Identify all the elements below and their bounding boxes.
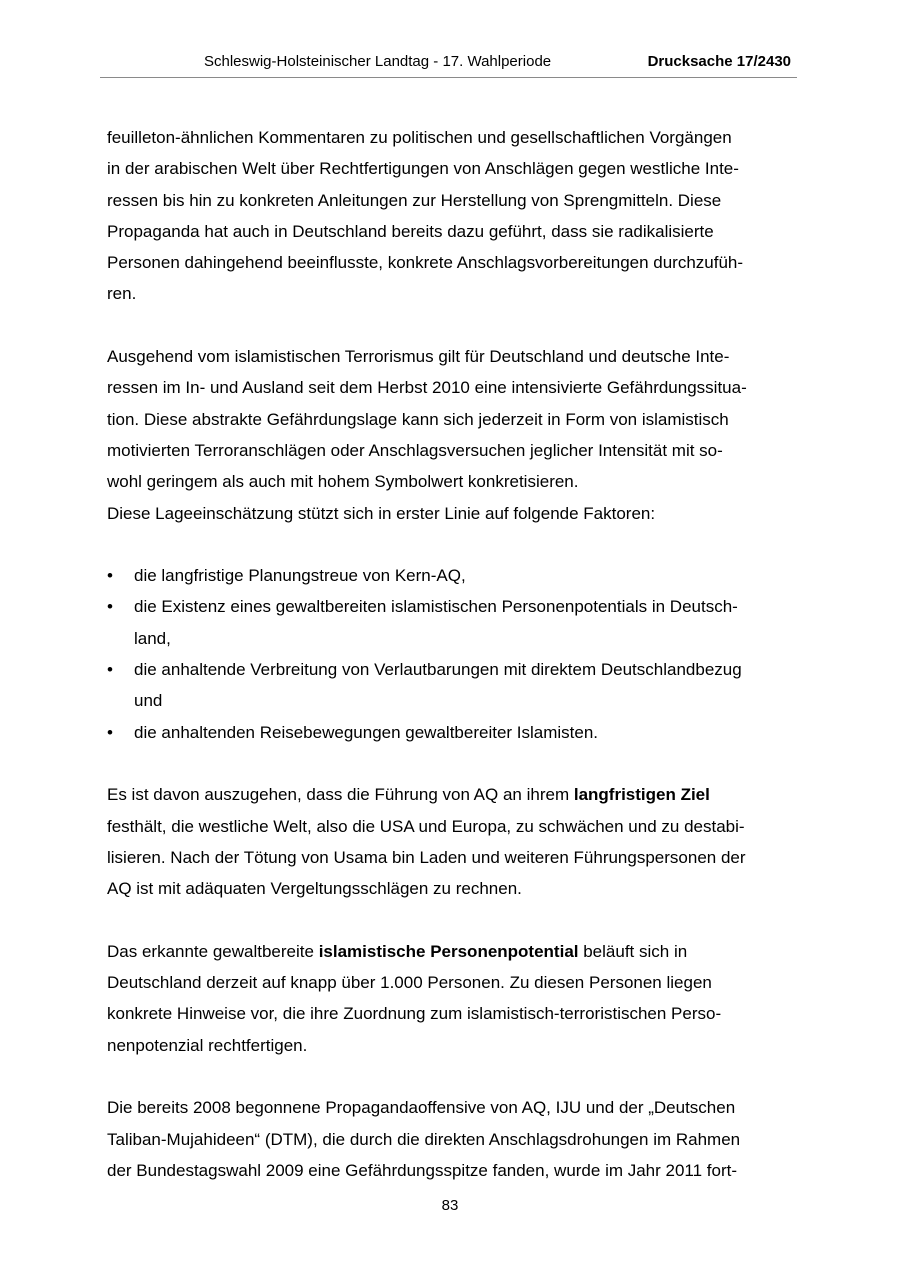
text-line: der Bundestagswahl 2009 eine Gefährdungsspitze fanden, wurde im Jahr 2011 fort-	[107, 1160, 738, 1180]
document-body	[107, 122, 791, 1186]
text-line: ressen im In- und Ausland seit dem Herbst 2010 eine intensivierte Gefährdungssitua-	[107, 378, 747, 398]
text-line: Propaganda hat auch in Deutschland bereits dazu geführt, dass sie radikalisierte	[107, 221, 714, 241]
list-item-text: und	[134, 691, 163, 711]
list-item-text: die Existenz eines gewaltbereiten islamistischen Personenpotentials in Deutsch-	[134, 597, 738, 617]
text-line: motivierten Terroranschlägen oder Anschlagsversuchen jeglicher Intensität mit so-	[107, 440, 723, 460]
paragraph-1	[107, 122, 791, 310]
text-line: lisieren. Nach der Tötung von Usama bin Laden und weiteren Führungspersonen der	[107, 847, 746, 867]
paragraph-4	[107, 936, 791, 1061]
list-item-text: die langfristige Planungstreue von Kern-AQ,	[134, 566, 466, 586]
text-line: wohl geringem als auch mit hohem Symbolwert konkretisieren.	[107, 472, 579, 492]
list-item	[107, 717, 791, 748]
list-item-text: die anhaltende Verbreitung von Verlautbarungen mit direktem Deutschlandbezug	[134, 660, 742, 680]
paragraph-2	[107, 341, 791, 529]
list-item-text: land,	[134, 628, 171, 648]
bullet-icon: •	[107, 566, 113, 586]
paragraph-3	[107, 779, 791, 904]
bold-phrase: islamistische Personenpotential	[318, 941, 579, 961]
list-item-continuation	[107, 623, 791, 654]
bold-phrase: langfristigen Ziel	[573, 785, 710, 805]
text-line: Taliban-Mujahideen“ (DTM), die durch die direkten Anschlagsdrohungen im Rahmen	[107, 1129, 741, 1149]
text-line	[107, 936, 791, 967]
bullet-icon: •	[107, 722, 113, 742]
text-line: in der arabischen Welt über Rechtfertigungen von Anschlägen gegen westliche Inte-	[107, 159, 739, 179]
text-line: Diese Lageeinschätzung stützt sich in erster Linie auf folgende Faktoren:	[107, 503, 656, 523]
text-line: Deutschland derzeit auf knapp über 1.000 Personen. Zu diesen Personen liegen	[107, 973, 712, 993]
header-doc-number: Drucksache 17/2430	[647, 53, 791, 70]
list-item-continuation	[107, 685, 791, 716]
list-item	[107, 654, 791, 685]
text-line: feuilleton-ähnlichen Kommentaren zu politischen und gesellschaftlichen Vorgängen	[107, 128, 732, 147]
list-item-text: die anhaltenden Reisebewegungen gewaltbereiter Islamisten.	[134, 722, 599, 742]
text-run: Das erkannte gewaltbereite	[107, 941, 319, 961]
text-line: konkrete Hinweise vor, die ihre Zuordnung zum islamistisch-terroristischen Perso-	[107, 1004, 722, 1024]
paragraph-5	[107, 1092, 791, 1186]
page-number: 83	[441, 1197, 459, 1214]
text-line: Die bereits 2008 begonnene Propagandaoffensive von AQ, IJU und der „Deutschen	[107, 1098, 736, 1118]
text-line: ressen bis hin zu konkreten Anleitungen zur Herstellung von Sprengmitteln. Diese	[107, 190, 722, 210]
text-line	[107, 779, 791, 810]
text-line: tion. Diese abstrakte Gefährdungslage kann sich jederzeit in Form von islamistisch	[107, 409, 729, 429]
bullet-icon: •	[107, 597, 113, 617]
text-run: beläuft sich in	[578, 941, 688, 961]
header-title: Schleswig-Holsteinischer Landtag - 17. Wahlperiode	[204, 53, 552, 70]
list-item	[107, 591, 791, 622]
list-item	[107, 560, 791, 591]
text-line: AQ ist mit adäquaten Vergeltungsschlägen zu rechnen.	[107, 879, 522, 899]
text-line: nenpotenzial rechtfertigen.	[107, 1035, 308, 1055]
page-header	[100, 52, 797, 78]
text-line: Personen dahingehend beeinflusste, konkrete Anschlagsvorbereitungen durchzufüh-	[107, 253, 744, 273]
text-line: festhält, die westliche Welt, also die USA und Europa, zu schwächen und zu destabi-	[107, 816, 745, 836]
text-line: Ausgehend vom islamistischen Terrorismus gilt für Deutschland und deutsche Inte-	[107, 347, 730, 367]
bullet-icon: •	[107, 660, 113, 680]
text-line: ren.	[107, 284, 137, 304]
bullet-list	[107, 560, 791, 748]
text-run: Es ist davon auszugehen, dass die Führung von AQ an ihrem	[107, 785, 574, 805]
